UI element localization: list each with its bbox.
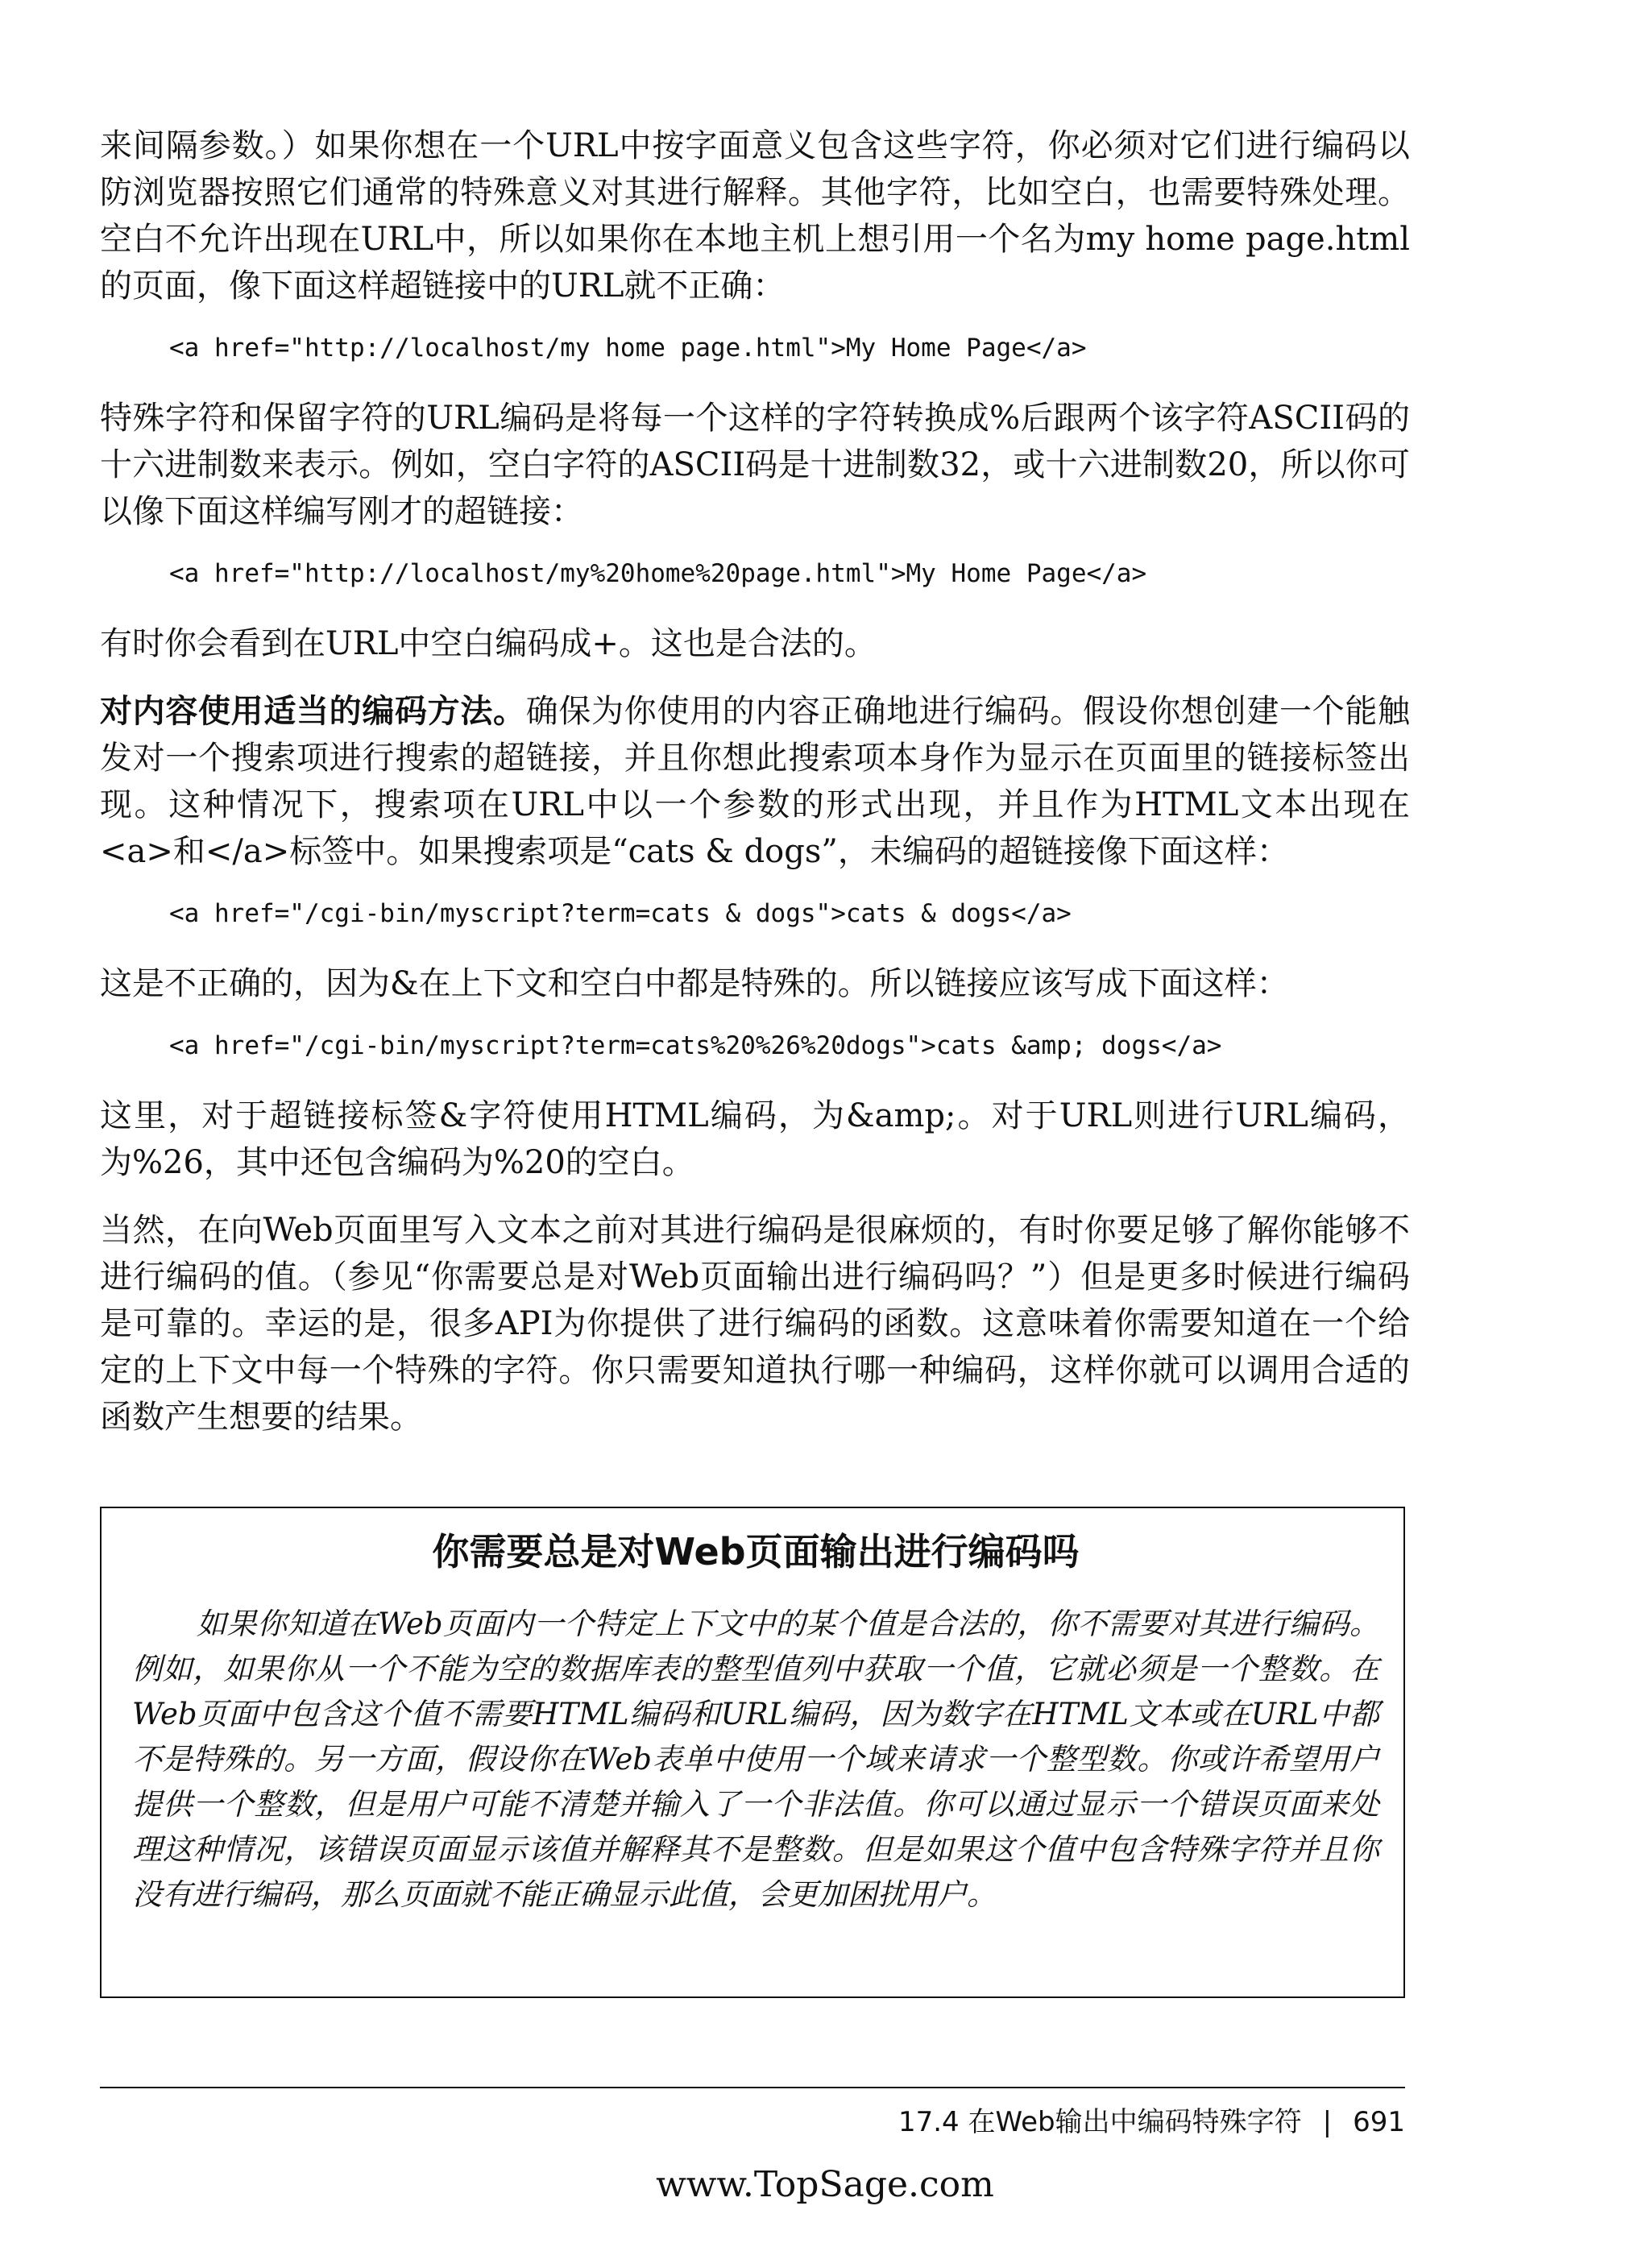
page-body	[100, 122, 1410, 1462]
paragraph-4-heading: 对内容使用适当的编码方法。	[100, 693, 526, 730]
paragraph-2: 特殊字符和保留字符的URL编码是将每一个这样的字符转换成%后跟两个该字符ASCII码的十六进制数来表示。例如，空白字符的ASCII码是十进制数32，或十六进制数20，所以你可以像下面这样编写刚才的超链接：	[100, 400, 1410, 530]
watermark-url: www.TopSage.com	[656, 2164, 994, 2205]
page-number: 691	[1353, 2106, 1405, 2138]
sidebar-title: 你需要总是对Web页面输出进行编码吗	[432, 1530, 1080, 1574]
footer-separator: |	[1322, 2106, 1333, 2138]
code-example-4: <a href="/cgi-bin/myscript?term=cats%20%26%20dogs">cats &amp; dogs</a>	[169, 1031, 1222, 1060]
sidebar-box	[100, 1507, 1405, 1998]
paragraph-4-text: 确保为你使用的内容正确地进行编码。假设你想创建一个能触发对一个搜索项进行搜索的超链接，并且你想此搜索项本身作为显示在页面里的链接标签出现。这种情况下，搜索项在URL中以一个参数的形式出现，并且作为HTML文本出现在<a>和</a>标签中。如果搜索项是“cats & dogs”，未编码的超链接像下面这样：	[100, 693, 1411, 870]
paragraph-3: 有时你会看到在URL中空白编码成+。这也是合法的。	[100, 625, 877, 662]
code-example-2: <a href="http://localhost/my%20home%20page.html">My Home Page</a>	[169, 559, 1147, 588]
paragraph-4	[100, 688, 1410, 875]
paragraph-7: 当然，在向Web页面里写入文本之前对其进行编码是很麻烦的，有时你要足够了解你能够不进行编码的值。（参见“你需要总是对Web页面输出进行编码吗？”）但是更多时候进行编码是可靠的。幸运的是，很多API为你提供了进行编码的函数。这意味着你需要知道在一个给定的上下文中每一个特殊的字符。你只需要知道执行哪一种编码，这样你就可以调用合适的函数产生想要的结果。	[100, 1212, 1410, 1436]
paragraph-1: 来间隔参数。）如果你想在一个URL中按字面意义包含这些字符，你必须对它们进行编码以防浏览器按照它们通常的特殊意义对其进行解释。其他字符，比如空白，也需要特殊处理。空白不允许出现在URL中，所以如果你在本地主机上想引用一个名为my home page.html的页面，像下面这样超链接中的URL就不正确：	[100, 127, 1410, 305]
sidebar-body: 如果你知道在Web页面内一个特定上下文中的某个值是合法的，你不需要对其进行编码。例如，如果你从一个不能为空的数据库表的整型值列中获取一个值，它就必须是一个整数。在Web页面中包含这个值不需要HTML编码和URL编码，因为数字在HTML文本或在URL中都不是特殊的。另一方面，假设你在Web表单中使用一个域来请求一个整型数。你或许希望用户提供一个整数，但是用户可能不清楚并输入了一个非法值。你可以通过显示一个错误页面来处理这种情况，该错误页面显示该值并解释其不是整数。但是如果这个值中包含特殊字符并且你没有进行编码，那么页面就不能正确显示此值，会更加困扰用户。	[132, 1607, 1379, 1912]
code-example-3: <a href="/cgi-bin/myscript?term=cats & dogs">cats & dogs</a>	[169, 899, 1072, 928]
footer-section-title: 17.4 在Web输出中编码特殊字符	[898, 2106, 1302, 2138]
page-footer	[100, 2104, 1405, 2140]
paragraph-6: 这里，对于超链接标签&字符使用HTML编码，为&amp;。对于URL则进行URL编码，为%26，其中还包含编码为%20的空白。	[100, 1097, 1410, 1181]
paragraph-5: 这是不正确的，因为&在上下文和空白中都是特殊的。所以链接应该写成下面这样：	[100, 965, 1289, 1002]
footer-divider	[100, 2087, 1405, 2088]
code-example-1: <a href="http://localhost/my home page.html">My Home Page</a>	[169, 334, 1087, 363]
